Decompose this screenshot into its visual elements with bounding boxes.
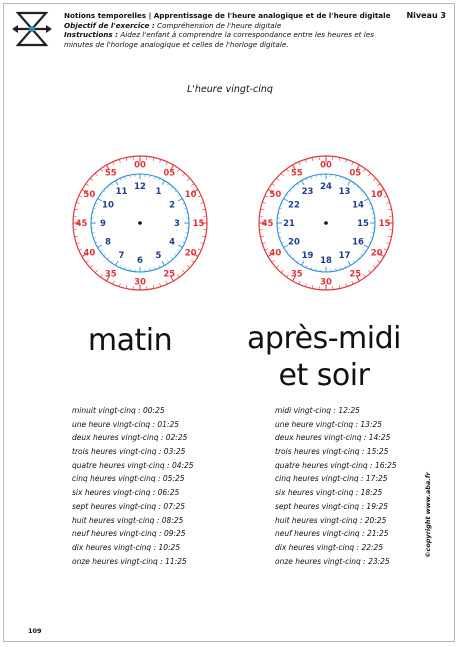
instructions-label: Instructions : — [64, 30, 119, 40]
hour-tick — [116, 261, 119, 265]
instructions-text: Aidez l'enfant à comprendre la correspondance entre les heures et les minutes de l'horloge analogique et celles de l'horloge digitale. — [64, 30, 374, 49]
minute-label: 35 — [104, 269, 117, 280]
minute-tick — [281, 270, 283, 273]
hour-tick — [302, 261, 305, 265]
objective-label: Objectif de l'exercice : — [64, 20, 155, 30]
list-item: onze heures vingt-cinq : 11:25 — [72, 556, 187, 566]
hour-tick — [361, 190, 363, 192]
minute-tick — [339, 285, 340, 288]
minute-tick — [363, 169, 365, 172]
hour-label: 11 — [115, 186, 128, 197]
minute-label: 50 — [83, 189, 96, 200]
hour-tick — [293, 187, 295, 189]
center-dot — [138, 221, 142, 225]
list-item: neuf heures vingt-cinq : 09:25 — [72, 529, 186, 539]
label-morning-text: matin — [87, 323, 173, 358]
instructions-line — [64, 30, 394, 49]
list-item: une heure vingt-cinq : 13:25 — [275, 419, 383, 429]
hour-tick — [107, 258, 109, 260]
label-afternoon-line1: après-midi — [247, 321, 401, 356]
header — [64, 11, 394, 49]
list-item: minuit vingt-cinq : 00:25 — [72, 406, 165, 415]
minute-tick — [86, 260, 89, 262]
minute-tick — [95, 270, 97, 273]
minute-label: 55 — [290, 168, 303, 179]
minute-tick — [346, 159, 347, 162]
hour-tick — [348, 181, 351, 185]
list-item: six heures vingt-cinq : 18:25 — [275, 488, 383, 498]
hour-label: 4 — [169, 237, 176, 248]
minute-tick — [386, 243, 389, 244]
hour-label: 9 — [100, 219, 106, 229]
subtitle: L'heure vingt-cinq — [187, 84, 273, 95]
minute-tick — [90, 265, 93, 267]
minute-tick — [299, 281, 300, 284]
minute-label: 30 — [320, 277, 332, 288]
minute-label: 15 — [378, 219, 391, 229]
list-item: quatre heures vingt-cinq : 04:25 — [72, 460, 194, 470]
minute-tick — [262, 202, 265, 203]
hour-label: 3 — [174, 219, 180, 229]
hour-tick — [100, 194, 102, 195]
label-afternoon — [244, 320, 404, 394]
hour-tick — [98, 245, 102, 248]
level-badge: Niveau 3 — [406, 11, 446, 20]
hour-label: 16 — [352, 237, 364, 248]
hour-label: 24 — [320, 182, 332, 192]
minute-tick — [166, 281, 167, 284]
minute-tick — [74, 209, 77, 210]
minute-label: 35 — [290, 269, 303, 280]
minute-tick — [160, 159, 161, 162]
minute-tick — [202, 236, 205, 237]
hour-tick — [290, 190, 292, 192]
hour-tick — [286, 194, 288, 195]
minute-tick — [76, 243, 79, 244]
minute-tick — [373, 265, 376, 267]
hour-tick — [348, 261, 351, 265]
hour-label: 22 — [288, 200, 300, 211]
minute-tick — [377, 260, 380, 262]
page-number: 109 — [28, 627, 42, 635]
minute-tick — [86, 184, 89, 186]
hour-label: 12 — [134, 182, 146, 192]
minute-tick — [373, 178, 376, 180]
hour-tick — [290, 254, 292, 256]
hour-label: 20 — [288, 237, 300, 248]
minute-tick — [76, 202, 79, 203]
minute-tick — [260, 236, 263, 237]
hour-tick — [361, 254, 363, 256]
hour-tick — [357, 258, 359, 260]
hour-label: 2 — [169, 200, 176, 211]
minute-tick — [191, 184, 194, 186]
afternoon-times-list — [275, 404, 397, 568]
list-item: trois heures vingt-cinq : 15:25 — [275, 447, 389, 457]
minute-label: 55 — [104, 168, 117, 179]
hourglass-logo-icon — [12, 10, 52, 48]
list-item: dix heures vingt-cinq : 22:25 — [275, 542, 384, 552]
hour-tick — [297, 261, 298, 263]
hour-tick — [116, 181, 119, 185]
hour-tick — [364, 245, 368, 248]
objective-line — [64, 21, 394, 31]
minute-label: 25 — [349, 269, 362, 280]
clock-morning — [70, 148, 210, 298]
minute-label: 05 — [163, 168, 176, 179]
minute-tick — [113, 281, 114, 284]
hour-label: 7 — [118, 251, 125, 262]
hour-tick — [353, 183, 354, 185]
minute-label: 40 — [269, 248, 282, 259]
hour-label: 21 — [283, 219, 295, 229]
minute-label: 20 — [184, 248, 197, 259]
minute-tick — [198, 196, 201, 197]
minute-tick — [260, 209, 263, 210]
hour-tick — [357, 187, 359, 189]
hour-tick — [111, 261, 112, 263]
hour-tick — [297, 183, 298, 185]
minute-label: 45 — [75, 219, 88, 229]
minute-tick — [305, 283, 306, 286]
list-item: trois heures vingt-cinq : 03:25 — [72, 447, 186, 457]
minute-tick — [182, 270, 184, 273]
minute-tick — [388, 209, 391, 210]
label-morning — [50, 322, 210, 359]
list-item: deux heures vingt-cinq : 14:25 — [275, 433, 391, 443]
minute-tick — [368, 270, 370, 273]
minute-tick — [119, 159, 120, 162]
hour-label: 18 — [320, 256, 332, 266]
minute-tick — [265, 196, 268, 197]
minute-tick — [187, 178, 190, 180]
minute-tick — [276, 265, 279, 267]
hour-label: 10 — [102, 200, 114, 211]
minute-label: 10 — [184, 189, 197, 200]
minute-tick — [299, 162, 300, 165]
list-item: huit heures vingt-cinq : 08:25 — [72, 515, 184, 525]
hour-tick — [286, 250, 288, 251]
minute-tick — [126, 157, 127, 160]
hour-label: 5 — [155, 251, 162, 262]
minute-label: 45 — [261, 219, 274, 229]
minute-tick — [281, 173, 283, 176]
hour-label: 17 — [338, 251, 351, 262]
hour-tick — [162, 181, 165, 185]
minute-tick — [200, 202, 203, 203]
minute-tick — [191, 260, 194, 262]
minute-label: 40 — [83, 248, 96, 259]
list-item: onze heures vingt-cinq : 23:25 — [275, 556, 390, 566]
clock-afternoon — [256, 148, 396, 298]
hour-tick — [302, 181, 305, 185]
minute-tick — [265, 249, 268, 250]
minute-tick — [79, 196, 82, 197]
hour-tick — [104, 254, 106, 256]
hour-tick — [178, 199, 182, 202]
hour-tick — [178, 245, 182, 248]
hour-tick — [100, 250, 102, 251]
minute-tick — [101, 274, 103, 277]
hour-tick — [175, 254, 177, 256]
minute-label: 30 — [134, 277, 146, 288]
hour-label: 8 — [104, 237, 111, 248]
minute-tick — [200, 243, 203, 244]
minute-tick — [386, 202, 389, 203]
hour-tick — [175, 190, 177, 192]
list-item: neuf heures vingt-cinq : 21:25 — [275, 529, 389, 539]
hour-tick — [171, 187, 173, 189]
minute-label: 10 — [370, 189, 383, 200]
hour-label: 15 — [357, 219, 369, 229]
minute-tick — [90, 178, 93, 180]
minute-tick — [305, 159, 306, 162]
minute-tick — [339, 157, 340, 160]
minute-tick — [177, 169, 179, 172]
hour-label: 19 — [301, 251, 314, 262]
minute-tick — [95, 173, 97, 176]
hour-tick — [178, 194, 180, 195]
hour-tick — [167, 261, 168, 263]
minute-tick — [160, 283, 161, 286]
minute-tick — [377, 184, 380, 186]
hour-tick — [364, 250, 366, 251]
minute-tick — [166, 162, 167, 165]
list-item: une heure vingt-cinq : 01:25 — [72, 419, 180, 429]
minute-tick — [287, 169, 289, 172]
minute-label: 15 — [192, 219, 205, 229]
minute-label: 20 — [370, 248, 383, 259]
list-item: midi vingt-cinq : 12:25 — [275, 406, 360, 415]
hour-tick — [364, 199, 368, 202]
minute-tick — [74, 236, 77, 237]
morning-times-list — [72, 404, 194, 568]
objective-text: Compréhension de l'heure digitale — [157, 20, 282, 30]
list-item: six heures vingt-cinq : 06:25 — [72, 488, 180, 498]
minute-tick — [202, 209, 205, 210]
hour-label: 13 — [338, 186, 351, 197]
hour-tick — [171, 258, 173, 260]
hour-label: 23 — [301, 186, 314, 197]
list-item: sept heures vingt-cinq : 07:25 — [72, 501, 186, 511]
minute-label: 00 — [320, 160, 332, 171]
hour-tick — [104, 190, 106, 192]
list-item: cinq heures vingt-cinq : 05:25 — [72, 474, 185, 484]
minute-label: 25 — [163, 269, 176, 280]
list-item: dix heures vingt-cinq : 10:25 — [72, 542, 181, 552]
copyright-notice: ©copyright www.aba.fr — [424, 472, 432, 558]
minute-tick — [187, 265, 190, 267]
list-item: cinq heures vingt-cinq : 17:25 — [275, 474, 388, 484]
list-item: sept heures vingt-cinq : 19:25 — [275, 501, 389, 511]
minute-tick — [368, 173, 370, 176]
minute-tick — [113, 162, 114, 165]
minute-tick — [276, 178, 279, 180]
minute-tick — [287, 274, 289, 277]
hour-tick — [178, 250, 180, 251]
minute-tick — [182, 173, 184, 176]
minute-label: 05 — [349, 168, 362, 179]
minute-label: 00 — [134, 160, 146, 171]
minute-tick — [126, 285, 127, 288]
minute-tick — [384, 249, 387, 250]
minute-tick — [384, 196, 387, 197]
minute-tick — [177, 274, 179, 277]
minute-tick — [312, 285, 313, 288]
list-item: quatre heures vingt-cinq : 16:25 — [275, 460, 397, 470]
hour-tick — [107, 187, 109, 189]
list-item: huit heures vingt-cinq : 20:25 — [275, 515, 387, 525]
hour-tick — [111, 183, 112, 185]
minute-label: 50 — [269, 189, 282, 200]
hour-label: 6 — [137, 256, 143, 266]
minute-tick — [312, 157, 313, 160]
hour-tick — [167, 183, 168, 185]
hour-label: 1 — [155, 186, 162, 197]
center-dot — [324, 221, 328, 225]
hour-label: 14 — [352, 200, 364, 211]
minute-tick — [352, 281, 353, 284]
minute-tick — [101, 169, 103, 172]
minute-tick — [198, 249, 201, 250]
minute-tick — [153, 157, 154, 160]
hour-tick — [293, 258, 295, 260]
minute-tick — [272, 260, 275, 262]
minute-tick — [272, 184, 275, 186]
list-item: deux heures vingt-cinq : 02:25 — [72, 433, 188, 443]
minute-tick — [346, 283, 347, 286]
label-afternoon-line2: et soir — [278, 358, 370, 393]
minute-tick — [352, 162, 353, 165]
hour-tick — [364, 194, 366, 195]
hour-tick — [353, 261, 354, 263]
worksheet-title: Notions temporelles | Apprentissage de l'heure analogique et de l'heure digitale — [64, 11, 391, 20]
hour-tick — [162, 261, 165, 265]
minute-tick — [79, 249, 82, 250]
minute-tick — [363, 274, 365, 277]
minute-tick — [153, 285, 154, 288]
minute-tick — [119, 283, 120, 286]
minute-tick — [262, 243, 265, 244]
minute-tick — [388, 236, 391, 237]
